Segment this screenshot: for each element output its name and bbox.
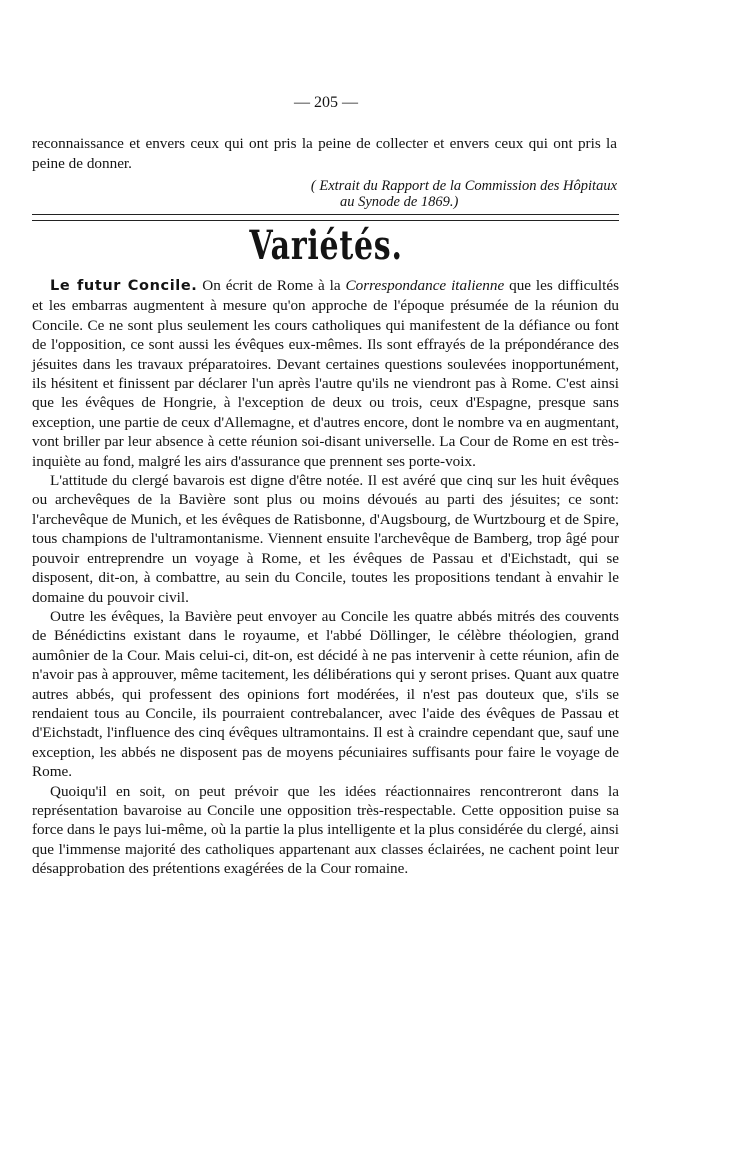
citation-line-2: au Synode de 1869.): [340, 194, 459, 210]
paragraph-1-intro: On écrit de Rome à la: [197, 277, 346, 294]
section-title: Variétés.: [249, 222, 403, 269]
article-paragraph-1: [32, 276, 619, 471]
section-divider: [32, 214, 619, 221]
carried-over-paragraph: reconnaissance et envers ceux qui ont pris la peine de collecter et envers ceux qui ont pris la peine de donner.: [32, 135, 617, 172]
article-heading: Le futur Concile.: [50, 278, 198, 294]
article-paragraph-2: L'attitude du clergé bavarois est digne d'être notée. Il est avéré que cinq sur les huit évêques ou archevêques de la Bavière sont plus ou moins dévoués au parti des jésuites; ce sont: l'archevêque de Munich, et les évêques de Ratisbonne, d'Augsbourg, de Wurtzbourg et de Spire, tous champions de l'ultramontanisme. Viennent ensuite l'archevêque de Bamberg, trop âgé pour pouvoir entreprendre un voyage à Rome, et les évêques de Passau et d'Eichstadt, qui se disposent, dit-on, à combattre, au sein du Concile, toutes les propositions tendant à envahir le domaine du pouvoir civil.: [32, 472, 619, 606]
citation-line-1: ( Extrait du Rapport de la Commission des Hôpitaux: [310, 178, 617, 194]
article-paragraph-3: Outre les évêques, la Bavière peut envoyer au Concile les quatre abbés mitrés des couvents de Bénédictins existant dans le royaume, et l'abbé Döllinger, le célèbre théologien, grand aumônier de la Cour. Mais celui-ci, dit-on, est décidé à ne pas intervenir à cette réunion, afin de n'avoir pas à approuver, même tacitement, les délibérations qui y seront prises. Quant aux quatre autres abbés, qui professent des opinions fort modérées, il n'est pas douteux que, s'ils se rendaient tous au Concile, ils pourraient contrebalancer, avec l'aide des évêques de Passau et d'Eichstadt, l'influence des cinq évêques ultramontains. Il est à craindre cependant que, sauf une exception, les abbés ne disposent pas de moyens pécuniaires suffisants pour faire le voyage de Rome.: [32, 607, 619, 781]
paragraph-1-body: que les difficultés et les embarras augmentent à mesure qu'on approche de l'époque présumée de la réunion du Concile. Ce ne sont plus seulement les cours catholiques qui manifestent de la défiance ou font de l'opposition, ce sont aussi les évêques eux-mêmes. Ils sont effrayés de la prépondérance des jésuites dans les travaux préparatoires. Devant certaines questions soulevées inopportunément, ils hésitent et finissent par déclarer l'un après l'autre qu'ils ne viendront pas à Rome. C'est ainsi que les évêques de Hongrie, à l'exception de deux ou trois, ceux d'Espagne, presque sans exception, une partie de ceux d'Allemagne, et d'autres encore, dont le nombre va en augmentant, vont briller par leur absence à cette réunion soi-disant universelle. La Cour de Rome en est très-inquiète au fond, malgré les airs d'assurance que prennent ses porte-voix.: [32, 277, 619, 470]
article-body: [32, 276, 619, 879]
newspaper-title: Correspondance italienne: [345, 277, 505, 294]
article-paragraph-4: Quoiqu'il en soit, on peut prévoir que les idées réactionnaires rencontreront dans la représentation bavaroise au Concile une opposition très-respectable. Cette opposition puise sa force dans le pays lui-même, où la partie la plus intelligente et la plus considérée du clergé, ainsi que l'immense majorité des catholiques appartenant aux classes éclairées, ne cachent point leur désapprobation des prétentions exagérées de la Cour romaine.: [32, 782, 619, 878]
page-number: — 205 —: [294, 94, 358, 111]
